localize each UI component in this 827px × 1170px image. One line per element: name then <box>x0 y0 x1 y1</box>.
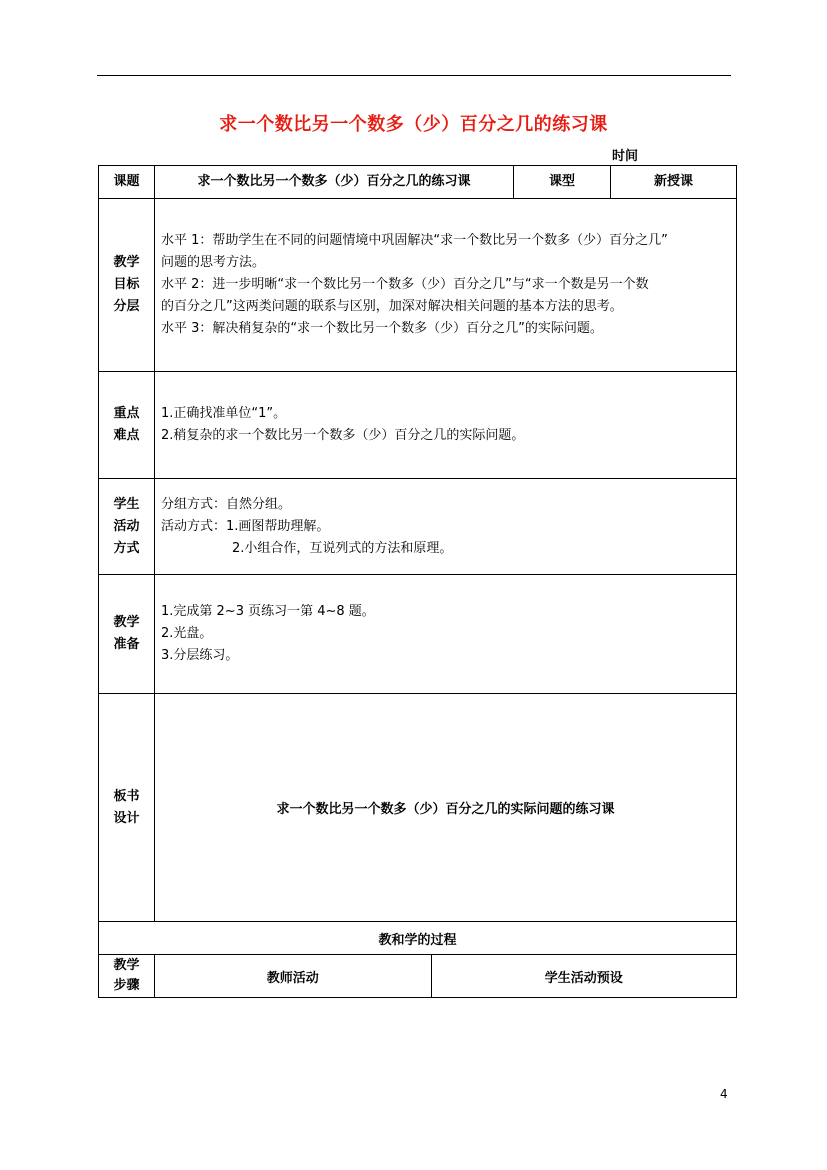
objective-line: 的百分之几”这两类问题的联系与区别，加深对解决相关问题的基本方法的思考。 <box>161 299 623 314</box>
process-header-row <box>99 955 737 998</box>
lesson-type-value: 新授课 <box>611 166 737 199</box>
activity-columns <box>155 955 737 998</box>
activities-content <box>155 479 737 575</box>
process-title-row <box>99 922 737 955</box>
topic-label: 课题 <box>99 166 155 199</box>
key-point-line: 1.正确找准单位“1”。 <box>161 406 287 421</box>
process-title: 教和学的过程 <box>99 922 737 955</box>
key-points-row <box>99 372 737 479</box>
objectives-content <box>155 199 737 372</box>
key-point-line: 2.稍复杂的求一个数比另一个数多（少）百分之几的实际问题。 <box>161 428 525 443</box>
objective-line: 问题的思考方法。 <box>161 255 266 270</box>
objective-line: 水平 2：进一步明晰“求一个数比另一个数多（少）百分之几”与“求一个数是另一个数 <box>161 277 649 292</box>
activity-line: 2.小组合作，互说列式的方法和原理。 <box>232 540 453 556</box>
lesson-plan-table <box>98 165 737 998</box>
topic-value: 求一个数比另一个数多（少）百分之几的练习课 <box>155 166 514 199</box>
preparation-label: 教学 准备 <box>99 575 155 694</box>
preparation-line: 2.光盘。 <box>161 626 213 641</box>
page-number: 4 <box>720 1087 728 1101</box>
teaching-steps-label: 教学 步骤 <box>99 955 155 998</box>
board-design-row <box>99 694 737 922</box>
activity-line: 活动方式：1.画图帮助理解。 <box>161 518 330 534</box>
key-points-content <box>155 372 737 479</box>
activity-columns-table <box>155 955 736 997</box>
page-title: 求一个数比另一个数多（少）百分之几的练习课 <box>219 114 608 135</box>
preparation-line: 3.分层练习。 <box>161 648 239 663</box>
activities-label: 学生 活动 方式 <box>99 479 155 575</box>
preparation-row <box>99 575 737 694</box>
header-rule <box>97 75 731 76</box>
key-points-label: 重点 难点 <box>99 372 155 479</box>
lesson-type-label: 课型 <box>514 166 611 199</box>
preparation-line: 1.完成第 2~3 页练习一第 4~8 题。 <box>161 604 375 619</box>
teacher-activity-header: 教师活动 <box>266 970 319 986</box>
objective-line: 水平 3：解决稍复杂的“求一个数比另一个数多（少）百分之几”的实际问题。 <box>161 321 603 336</box>
board-design-content: 求一个数比另一个数多（少）百分之几的实际问题的练习课 <box>155 694 737 922</box>
activity-line: 分组方式：自然分组。 <box>161 496 292 512</box>
activities-row <box>99 479 737 575</box>
objective-line: 水平 1：帮助学生在不同的问题情境中巩固解决“求一个数比另一个数多（少）百分之几” <box>161 233 668 248</box>
topic-row <box>99 166 737 199</box>
time-label: 时间 <box>612 149 639 164</box>
preparation-content <box>155 575 737 694</box>
student-activity-header: 学生活动预设 <box>431 955 736 997</box>
objectives-row <box>99 199 737 372</box>
board-design-label: 板书 设计 <box>99 694 155 922</box>
objectives-label: 教学 目标 分层 <box>99 199 155 372</box>
